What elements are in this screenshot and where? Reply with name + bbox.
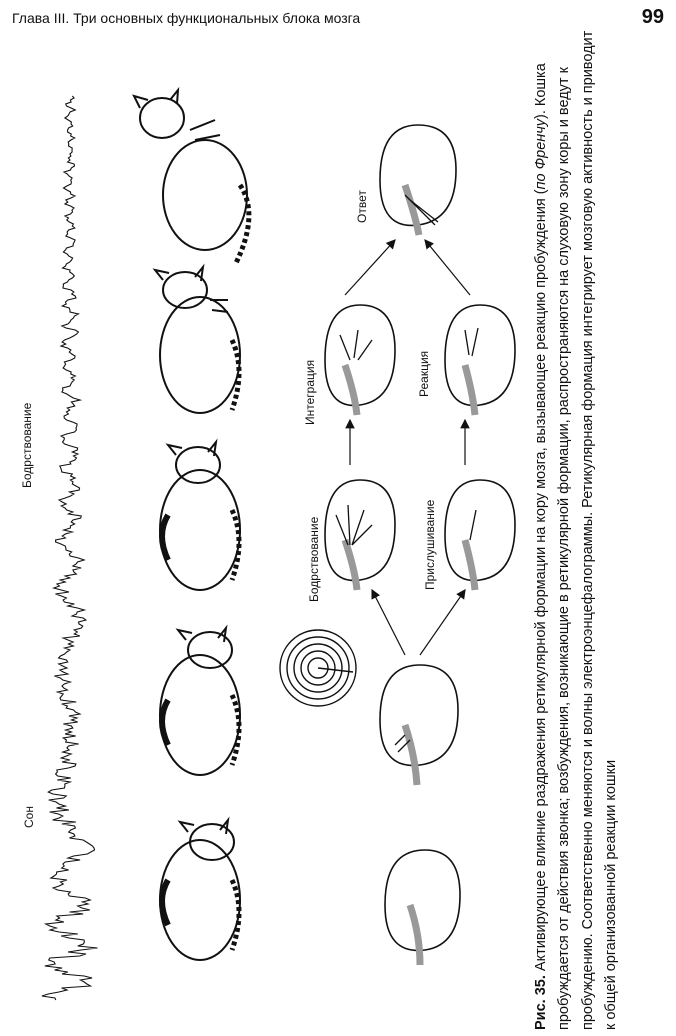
brain-reaction: [445, 305, 515, 415]
stage-label-reaction: Реакция: [417, 350, 431, 397]
bell-sound-rings: [280, 630, 356, 706]
eeg-label-sleep: Сон: [22, 806, 36, 828]
brain-diagrams: [325, 125, 515, 965]
page-number: 99: [641, 6, 664, 28]
brain-wakefulness: [325, 480, 395, 590]
cat-sleeping-3: [160, 442, 240, 590]
stage-label-integration: Интеграция: [303, 359, 317, 425]
cat-figures: [134, 90, 249, 960]
brain-resting: [385, 850, 460, 965]
cat-sleeping-2: [160, 628, 240, 775]
figure-label: Рис. 35.: [533, 975, 549, 1030]
stage-label-wake: Бодрствование: [307, 516, 321, 602]
caption-italic: по Френчу: [533, 118, 549, 190]
brain-bell-stimulus: [380, 665, 458, 785]
brain-listening: [445, 480, 515, 590]
cat-awakening-4: [155, 267, 240, 413]
brain-response: [380, 125, 456, 235]
eeg-trace: [42, 96, 98, 1000]
figure-caption: [530, 30, 623, 1030]
stage-label-response: Ответ: [355, 190, 369, 223]
cat-sleeping-1: [160, 820, 240, 960]
brain-integration: [325, 305, 395, 415]
flow-arrows: [345, 240, 470, 655]
cat-awake-5: [134, 90, 249, 265]
eeg-label-wake: Бодрствование: [20, 402, 34, 488]
stage-label-listening: Прислушивание: [423, 499, 437, 590]
running-title: Глава III. Три основных функциональных блока мозга: [12, 10, 361, 26]
caption-text-1: Активирующее влияние раздражения ретикулярной формации на кору мозга, вызывающее реакцию пробуждения (: [533, 189, 549, 976]
caption-text-2: ). Кошка пробуждается от действия звонка; возбуждения, возникающие в ретикулярной формации, распространяются на слуховую зону коры и ведут к пробуждению. Соответственно меняются и волны электроэнцефалограммы. Ретикулярная формация интегрирует мозговую активность и приводит к общей организованной реакции кошки: [533, 30, 619, 1030]
